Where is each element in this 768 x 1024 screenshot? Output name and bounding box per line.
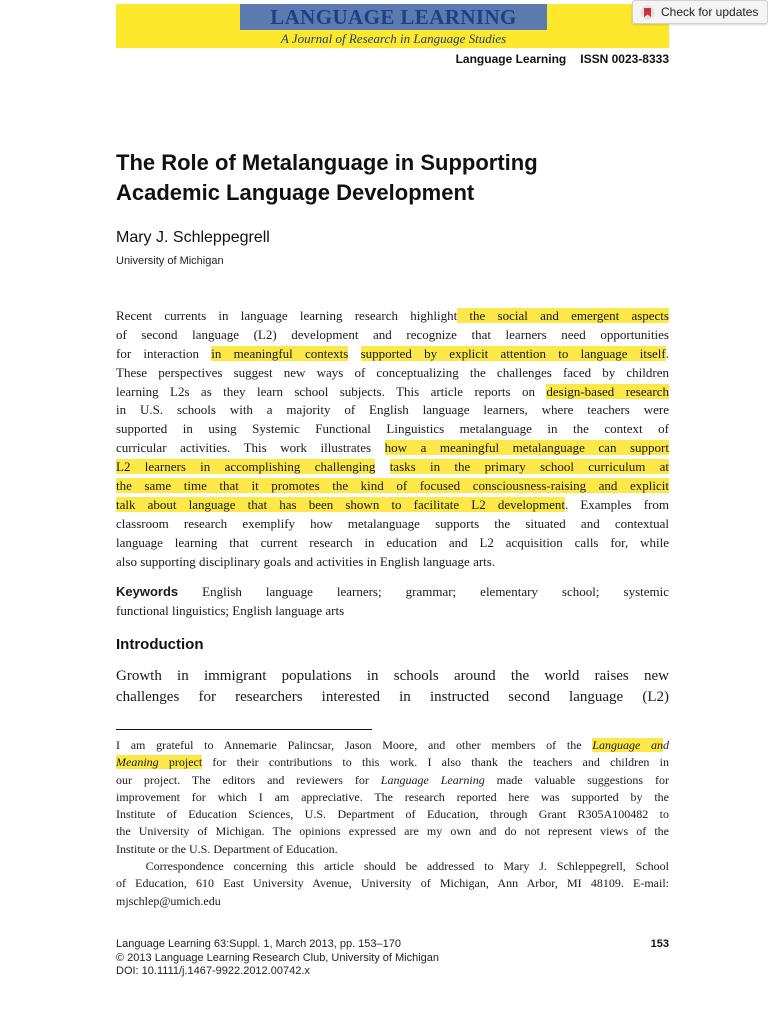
keywords-label: Keywords bbox=[116, 584, 179, 599]
author-name: Mary J. Schleppegrell bbox=[116, 229, 270, 246]
copyright: © 2013 Language Learning Research Club, University of Michigan bbox=[116, 951, 440, 964]
page-number: 153 bbox=[650, 938, 669, 950]
crossmark-icon bbox=[640, 5, 655, 20]
highlighted-text: design-based research bbox=[546, 383, 669, 399]
abstract bbox=[116, 307, 669, 571]
text-span: supported in using Systemic Functional Linguistics metalanguage in the context of bbox=[116, 421, 669, 437]
text-line bbox=[116, 383, 669, 402]
text-span: improvement for which I am appreciative. The research reported here was supported by the bbox=[116, 789, 669, 804]
text-span: Institute or the U.S. Department of Education. bbox=[116, 841, 338, 856]
text-line bbox=[116, 737, 669, 754]
keywords-text: functional linguistics; English language arts bbox=[116, 602, 345, 618]
text-line bbox=[116, 364, 669, 383]
highlighted-text: the same time that it promotes the kind of focused consciousness-raising and explicit bbox=[116, 478, 669, 494]
text-span: Language Learning bbox=[380, 772, 485, 787]
text-line bbox=[116, 326, 669, 345]
text-line bbox=[116, 458, 669, 477]
text-line bbox=[116, 772, 669, 789]
text-line bbox=[116, 345, 669, 364]
text-line bbox=[116, 496, 669, 515]
doi: DOI: 10.1111/j.1467-9922.2012.00742.x bbox=[116, 965, 310, 977]
text-span: made valuable suggestions for bbox=[484, 772, 669, 787]
keywords bbox=[116, 582, 669, 620]
highlighted-text: L2 learners in accomplishing challenging bbox=[116, 459, 376, 475]
introduction-body bbox=[116, 666, 669, 708]
highlighted-text: tasks in the primary school curriculum at bbox=[389, 459, 670, 475]
journal-subtitle: A Journal of Research in Language Studies bbox=[280, 31, 507, 46]
text-span: for their contributions to this work. I also thank the teachers and children in bbox=[202, 755, 669, 770]
text-span: the University of Michigan. The opinions expressed are my own and do not represent views of the bbox=[116, 824, 669, 839]
text-span: Recent currents in language learning research highlight bbox=[116, 308, 458, 323]
text-span: of Education, 610 East University Avenue, University of Michigan, Ann Arbor, MI 48109. E-mail: bbox=[116, 876, 669, 891]
body-line: Growth in immigrant populations in schools around the world raises new bbox=[116, 668, 669, 684]
article-title bbox=[116, 148, 716, 208]
issn-line bbox=[116, 52, 669, 66]
text-span: These perspectives suggest new ways of conceptualizing the challenges faced by children bbox=[116, 364, 669, 380]
text-span: . Examples from bbox=[564, 496, 669, 512]
text-line bbox=[116, 893, 669, 910]
check-for-updates-label: Check for updates bbox=[661, 5, 759, 19]
text-line bbox=[116, 401, 669, 420]
text-line bbox=[116, 439, 669, 458]
journal-title: LANGUAGE LEARNING bbox=[270, 5, 517, 29]
footnote-rule bbox=[116, 729, 372, 730]
text-line bbox=[116, 534, 669, 553]
highlighted-text: supported by explicit attention to language itself bbox=[360, 345, 666, 361]
text-line bbox=[116, 515, 669, 534]
citation: Language Learning 63:Suppl. 1, March 2013, pp. 153–170 bbox=[116, 938, 402, 950]
issn: ISSN 0023-8333 bbox=[580, 52, 669, 66]
highlighted-text: in meaningful contexts bbox=[211, 345, 349, 361]
keywords-text: English language learners; grammar; elementary school; systemic bbox=[202, 584, 670, 599]
text-line bbox=[116, 806, 669, 823]
text-span: our project. The editors and reviewers for bbox=[116, 772, 381, 787]
text-span: also supporting disciplinary goals and activities in English language arts. bbox=[116, 553, 496, 569]
text-line bbox=[116, 420, 669, 439]
author-affiliation: University of Michigan bbox=[116, 255, 224, 267]
text-span: d bbox=[663, 738, 669, 752]
text-span: of second language (L2) development and recognize that learners need opportunities bbox=[116, 326, 669, 342]
text-line bbox=[116, 553, 669, 572]
text-line bbox=[116, 307, 669, 326]
text-span: in U.S. schools with a majority of English language learners, where teachers were bbox=[116, 402, 669, 418]
text-span: Correspondence concerning this article should be addressed to Mary J. Schleppegrell, School bbox=[116, 859, 669, 874]
text-line bbox=[116, 858, 669, 875]
highlighted-text: project bbox=[158, 755, 203, 770]
highlighted-text: Language an bbox=[592, 738, 663, 752]
body-line: challenges for researchers interested in instructed second language (L2) bbox=[116, 689, 669, 705]
text-line bbox=[116, 841, 669, 858]
text-span: I am grateful to Annemarie Palincsar, Jason Moore, and other members of the bbox=[116, 738, 593, 752]
text-span: curricular activities. This work illustrates bbox=[116, 440, 385, 456]
text-line bbox=[116, 823, 669, 840]
text-span: mjschlep@umich.edu bbox=[116, 893, 221, 908]
text-span: Institute of Education Sciences, U.S. Department of Education, through Grant R305A100482 to bbox=[116, 807, 669, 822]
text-line bbox=[116, 754, 669, 771]
text-line bbox=[116, 477, 669, 496]
text-span: classroom research exemplify how metalanguage supports the situated and contextual bbox=[116, 515, 669, 531]
highlighted-text: how a meaningful metalanguage can support bbox=[384, 440, 669, 456]
article-title-line: The Role of Metalanguage in Supporting bbox=[116, 150, 538, 175]
text-span: for interaction bbox=[116, 345, 212, 361]
section-heading: Introduction bbox=[116, 636, 204, 653]
text-span: learning L2s as they learn school subjects. This article reports on bbox=[116, 383, 547, 399]
text-line bbox=[116, 875, 669, 892]
text-span: language learning that current research in education and L2 acquisition calls for, while bbox=[116, 534, 669, 550]
check-for-updates-button[interactable] bbox=[632, 0, 768, 24]
text-span bbox=[375, 459, 389, 474]
text-line bbox=[116, 789, 669, 806]
highlighted-text: talk about language that has been shown to facilitate L2 development bbox=[116, 496, 565, 512]
footnote bbox=[116, 737, 669, 910]
text-span bbox=[348, 346, 360, 361]
journal-name: Language Learning bbox=[455, 52, 567, 66]
highlighted-text: the social and emergent aspects bbox=[457, 308, 669, 323]
article-title-line: Academic Language Development bbox=[116, 180, 475, 205]
text-span: . bbox=[665, 345, 669, 361]
page-footer bbox=[116, 938, 669, 979]
highlighted-text: Meaning bbox=[116, 755, 159, 770]
